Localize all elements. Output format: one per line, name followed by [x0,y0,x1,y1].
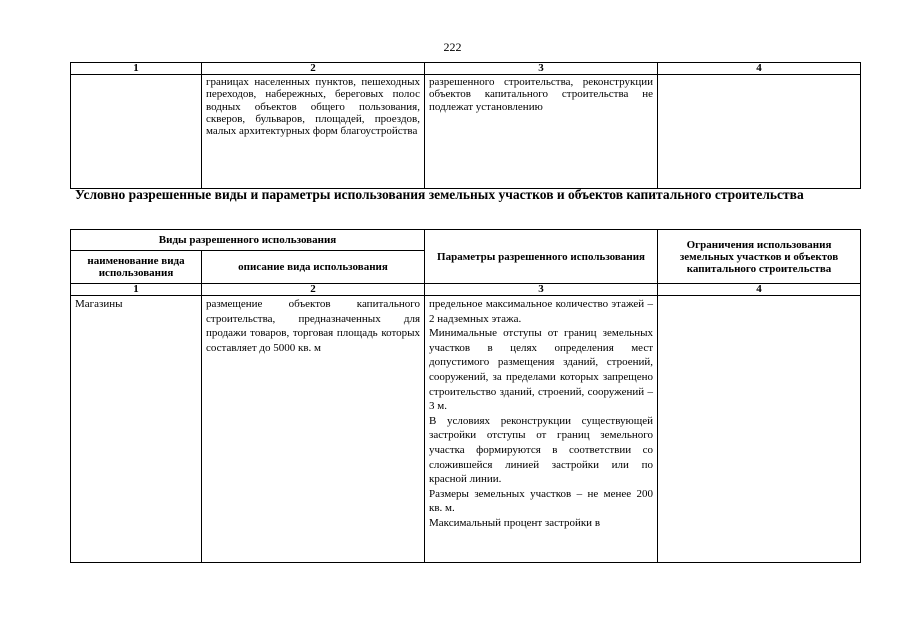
parameter-paragraph: Максимальный процент застройки в [429,516,601,529]
conditional-uses-table [70,229,861,563]
cell-parameters [425,296,658,563]
cell-description: границах населенных пунктов, пешеходных переходов, набережных, береговых полос водных объектов общего пользования, скверов, бульваров, площадей, проездов, малых архитектурных форм благоустройства [202,75,425,189]
page-number: 222 [443,40,462,54]
cell-parameters: разрешенного строительства, реконструкции объектов капитального строительства не подлежат установлению [425,75,658,189]
parameter-paragraph: Минимальные отступы от границ земельных участков в целях определения мест допустимого размещения зданий, строений, сооружений, за пределами которых запрещено строительство зданий, строений, сооружений – 3 м. [429,327,654,413]
header-description: описание вида использования [202,251,425,284]
column-number: 4 [658,63,861,75]
header-row [71,230,861,251]
column-number: 2 [202,284,425,296]
cell-name [71,75,202,189]
table-row [71,75,861,189]
column-number-row [71,284,861,296]
parameter-paragraph: предельное максимальное количество этажей – 2 надземных этажа. [429,298,654,325]
header-parameters: Параметры разрешенного использования [425,230,658,284]
header-restrictions: Ограничения использования земельных участков и объектов капитального строительства [658,230,861,284]
column-number: 1 [71,284,202,296]
cell-description: размещение объектов капитального строительства, предназначенных для продажи товаров, торговая площадь которых составляет до 5000 кв. м [202,296,425,563]
column-number: 4 [658,284,861,296]
parameter-paragraph: Размеры земельных участков – не менее 200 кв. м. [429,487,654,515]
section-heading: Условно разрешенные виды и параметры использования земельных участков и объектов капитального строительства [75,187,804,202]
cell-restrictions [658,75,861,189]
cell-name: Магазины [71,296,202,563]
cell-restrictions [658,296,861,563]
parameter-paragraph: В условиях реконструкции существующей застройки отступы от границ земельного участка формируются в соответствии со сложившейся линией застройки или по красной линии. [429,414,654,486]
column-number-row [71,63,861,75]
header-name: наименование вида использования [71,251,202,284]
column-number: 1 [71,63,202,75]
column-number: 3 [425,63,658,75]
continuation-table [70,62,861,189]
header-use-types: Виды разрешенного использования [71,230,425,251]
column-number: 3 [425,284,658,296]
column-number: 2 [202,63,425,75]
table-row [71,296,861,563]
